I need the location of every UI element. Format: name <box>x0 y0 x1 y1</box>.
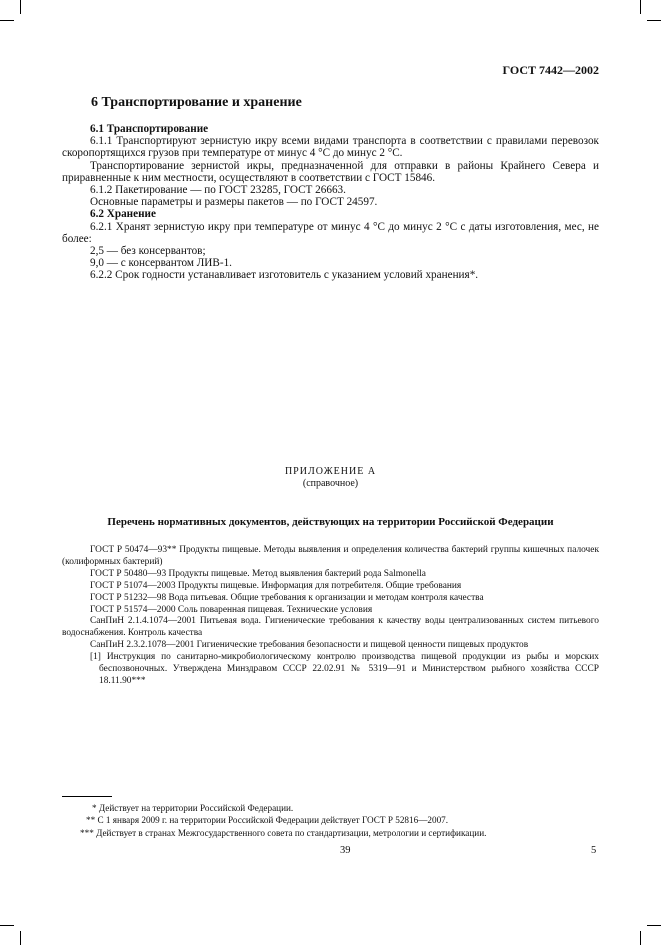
paragraph: 9,0 — с консервантом ЛИВ-1. <box>90 257 232 270</box>
reference-item: ГОСТ Р 51574—2000 Соль поваренная пищевая. Технические условия <box>90 604 373 615</box>
reference-item: ГОСТ Р 50474—93** Продукты пищевые. Методы выявления и определения количества бактерий группы кишечных палочек (колиформных бактерий) <box>62 545 599 567</box>
paragraph: 6.1.2 Пакетирование — по ГОСТ 23285, ГОСТ 26663. <box>90 184 346 197</box>
paragraph: 2,5 — без консервантов; <box>90 245 206 258</box>
crop-mark <box>0 20 14 21</box>
paragraph: 6.1.1 Транспортируют зернистую икру всеми видами транспорта в соответствии с правилами перевозок скоропортящихся грузов при температуре от минус 4 °С до минус 2 °С. <box>62 135 599 160</box>
sheet-number: 5 <box>591 845 597 856</box>
paragraph: 6.2.2 Срок годности устанавливает изготовитель с указанием условий хранения*. <box>90 269 479 282</box>
paragraph: 6.2.1 Хранят зернистую икру при температуре от минус 4 °С до минус 2 °С с даты изготовления, мес, не более: <box>62 220 599 245</box>
footnote-divider <box>62 796 112 797</box>
reference-item: ГОСТ Р 50480—93 Продукты пищевые. Метод выявления бактерий рода Salmonella <box>90 568 426 579</box>
document-header: ГОСТ 7442—2002 <box>502 63 599 77</box>
paragraph: Основные параметры и размеры пакетов — по ГОСТ 24597. <box>90 196 378 209</box>
footnote: * Действует на территории Российской Федерации. <box>92 803 294 813</box>
references-title: Перечень нормативных документов, действующих на территории Российской Федерации <box>107 516 554 528</box>
crop-mark <box>640 931 641 945</box>
footnotes <box>62 802 602 839</box>
subsection-heading: 6.1 Транспортирование <box>90 123 209 135</box>
crop-mark <box>0 925 14 926</box>
crop-mark <box>640 0 641 14</box>
appendix-label: ПРИЛОЖЕНИЕ А <box>284 466 377 477</box>
crop-mark <box>647 20 661 21</box>
paragraph: Транспортирование зернистой икры, предназначенной для отправки в районы Крайнего Севера и приравненные к ним местности, осуществляют в соответствии с ГОСТ 15846. <box>62 159 599 184</box>
appendix-heading <box>62 466 599 490</box>
reference-item: [1] Инструкция по санитарно-микробиологическому контролю производства пищевой продукции из рыбы и морских беспозвоночных. Утверждена Минздравом СССР 22.02.91 № 5319—91 и Министерством рыбного хозяйства СССР 18.11.90*** <box>90 652 599 686</box>
page-number: 39 <box>340 845 351 856</box>
section-title: 6 Транспортирование и хранение <box>91 95 302 110</box>
crop-mark <box>647 925 661 926</box>
reference-item: СанПиН 2.3.2.1078—2001 Гигиенические требования безопасности и пищевой ценности пищевых продуктов <box>90 640 529 651</box>
subsection-heading: 6.2 Хранение <box>90 208 156 221</box>
footnote: ** С 1 января 2009 г. на территории Российской Федерации действует ГОСТ Р 52816—2007. <box>86 815 449 826</box>
reference-item: ГОСТ Р 51074—2003 Продукты пищевые. Информация для потребителя. Общие требования <box>90 580 462 591</box>
footnote: *** Действует в странах Межгосударственного совета по стандартизации, метрологии и сертификации. <box>80 827 487 838</box>
crop-mark <box>20 0 21 14</box>
reference-item: ГОСТ Р 51232—98 Вода питьевая. Общие требования к организации и методам контроля качества <box>90 592 484 603</box>
references-list <box>62 545 599 688</box>
section-body <box>62 123 599 282</box>
reference-item: СанПиН 2.1.4.1074—2001 Питьевая вода. Гигиенические требования к качеству воды централизованных систем питьевого водоснабжения. Контроль качества <box>62 616 599 639</box>
crop-mark <box>20 931 21 945</box>
appendix-note: (справочное) <box>302 478 359 489</box>
